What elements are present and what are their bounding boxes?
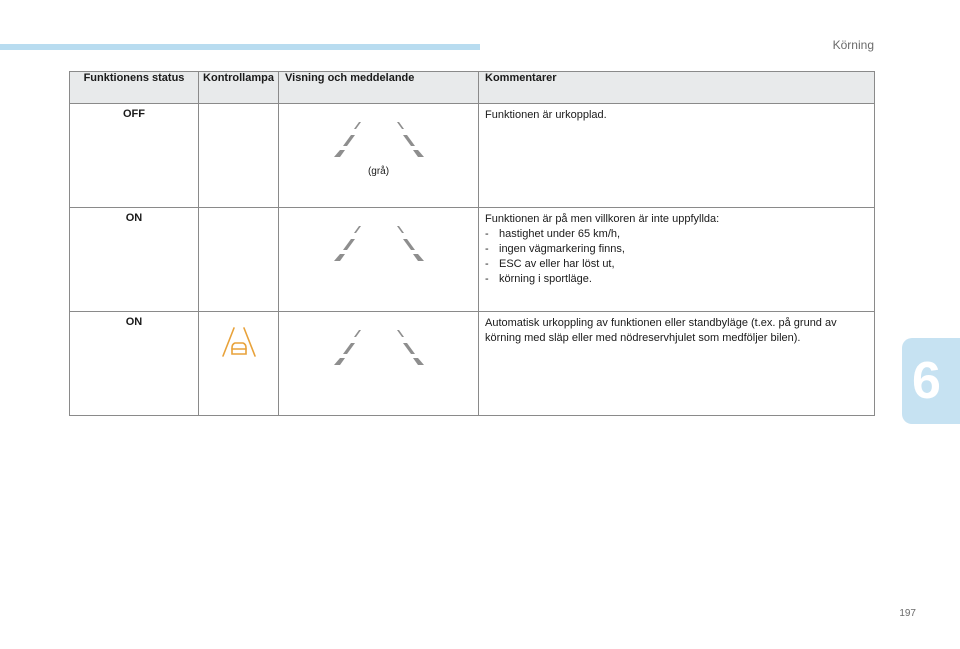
comment-cell: [479, 208, 875, 312]
column-header-comments: Kommentarer: [479, 72, 875, 104]
column-header-status: Funktionens status: [70, 72, 199, 104]
section-title: Körning: [832, 38, 874, 52]
comment-cell: Funktionen är urkopplad.: [479, 104, 875, 208]
display-cell: [279, 208, 479, 312]
comment-cell: Automatisk urkoppling av funktionen eller standbyläge (t.ex. på grund av körning med släp eller med nödreservhjulet som medföljer bilen).: [479, 312, 875, 416]
table-header-row: [70, 72, 875, 104]
page-number: 197: [899, 608, 916, 619]
conditions-list: [485, 227, 868, 287]
lane-markings-icon: [329, 224, 429, 264]
column-header-display: Visning och meddelande: [279, 72, 479, 104]
list-item: - körning i sportläge.: [485, 272, 868, 287]
table-row: [70, 104, 875, 208]
lamp-cell: [199, 104, 279, 208]
status-cell: ON: [70, 312, 199, 416]
icon-color-caption: (grå): [367, 166, 390, 177]
chapter-tab: [902, 338, 960, 424]
lane-markings-icon: [329, 120, 429, 160]
table-row: [70, 312, 875, 416]
comment-text: Funktionen är på men villkoren är inte uppfyllda:: [485, 213, 720, 225]
list-item: - ESC av eller har löst ut,: [485, 257, 868, 272]
lane-departure-warning-lamp-icon: [221, 326, 257, 358]
header-accent-bar: [0, 44, 480, 50]
lamp-cell: [199, 208, 279, 312]
table-row: [70, 208, 875, 312]
column-header-lamp: Kontrollampa: [199, 72, 279, 104]
status-cell: OFF: [70, 104, 199, 208]
chapter-number: 6: [912, 352, 941, 410]
list-item: - ingen vägmarkering finns,: [485, 242, 868, 257]
list-item: - hastighet under 65 km/h,: [485, 227, 868, 242]
lamp-cell: [199, 312, 279, 416]
display-cell: [279, 104, 479, 208]
function-status-table: [69, 71, 875, 416]
status-cell: ON: [70, 208, 199, 312]
lane-markings-icon: [329, 328, 429, 368]
display-cell: [279, 312, 479, 416]
